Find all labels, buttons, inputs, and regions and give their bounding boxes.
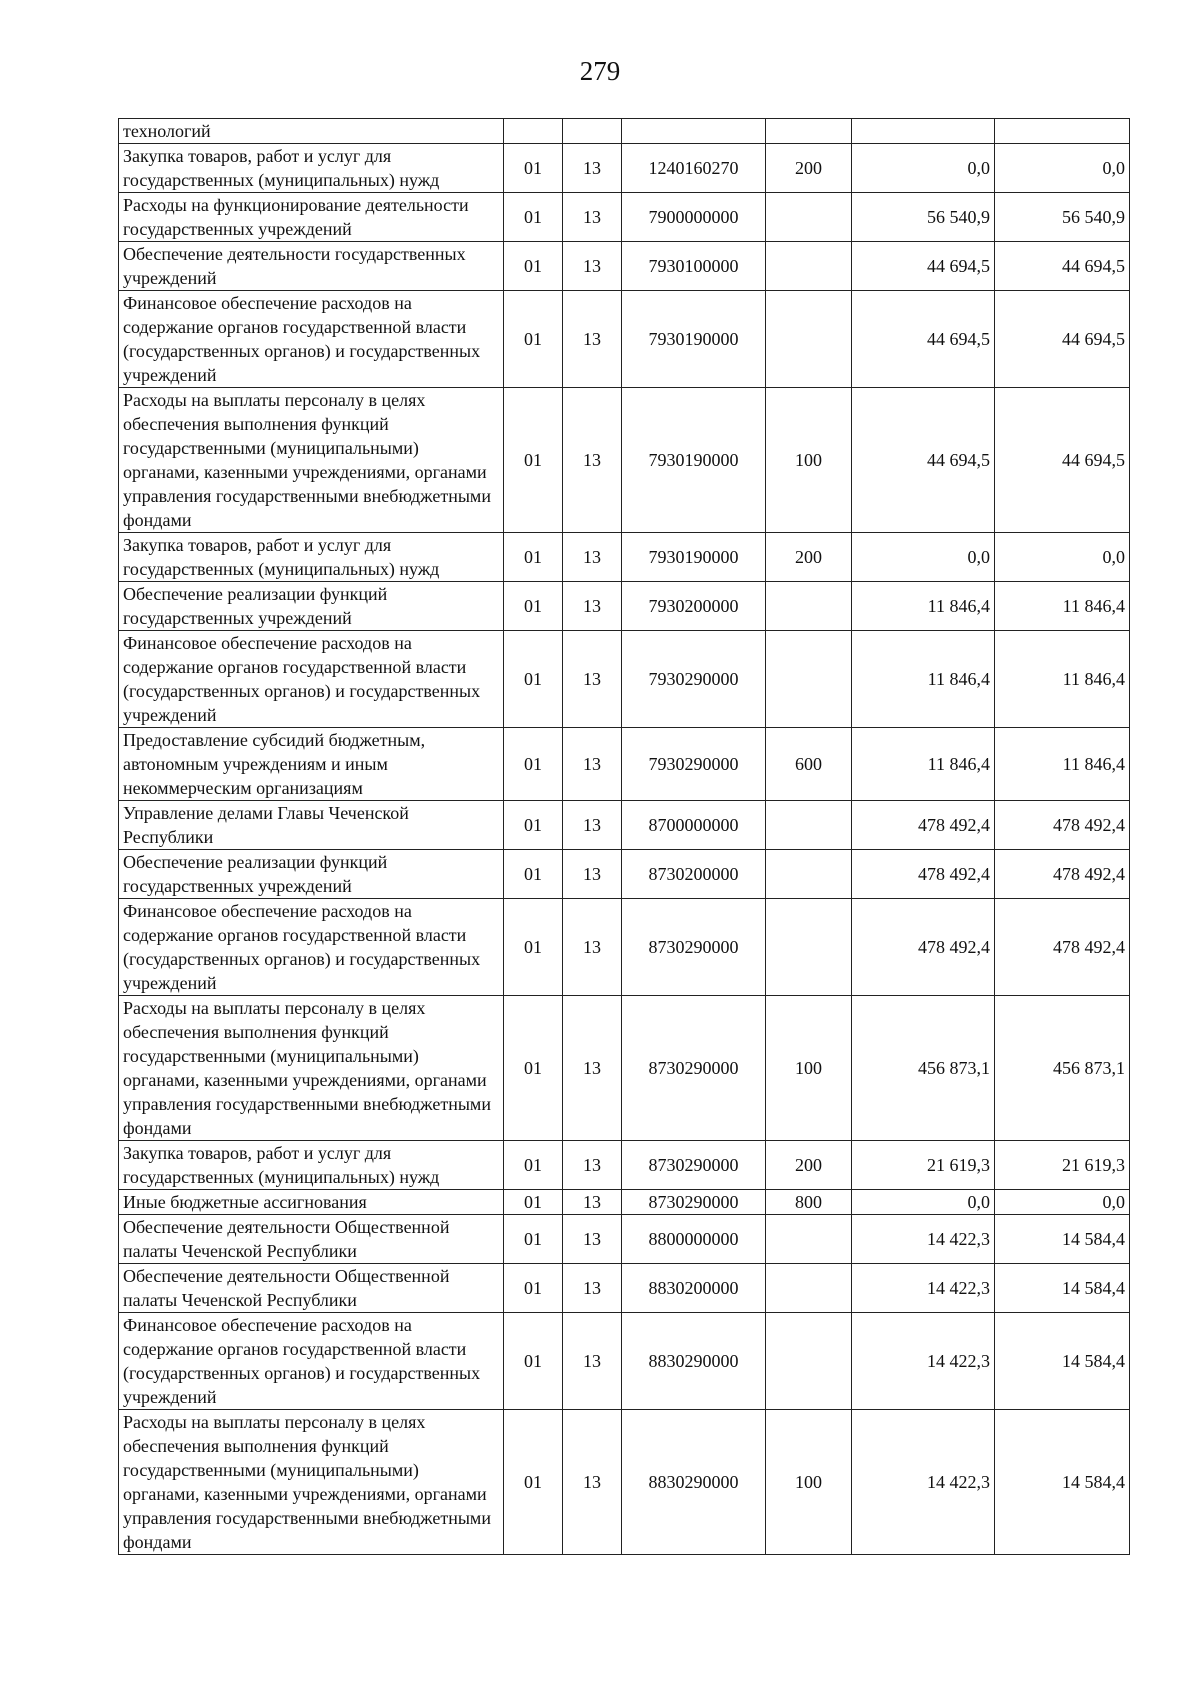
row-amount-year-1: 11 846,4	[852, 631, 995, 728]
row-expense-type	[766, 582, 852, 631]
row-amount-year-2: 478 492,4	[995, 899, 1130, 996]
row-section-code: 01	[504, 193, 563, 242]
row-subsection-code: 13	[563, 144, 622, 193]
budget-table-body	[119, 119, 1130, 1555]
row-amount-year-2: 11 846,4	[995, 582, 1130, 631]
table-row	[119, 119, 1130, 144]
row-subsection-code: 13	[563, 388, 622, 533]
row-subsection-code: 13	[563, 1141, 622, 1190]
row-name: Обеспечение деятельности Общественной палаты Чеченской Республики	[119, 1215, 504, 1264]
row-amount-year-1: 0,0	[852, 1190, 995, 1215]
row-subsection-code	[563, 119, 622, 144]
row-amount-year-2: 44 694,5	[995, 291, 1130, 388]
row-amount-year-2	[995, 119, 1130, 144]
row-section-code: 01	[504, 899, 563, 996]
row-amount-year-2: 0,0	[995, 144, 1130, 193]
row-expense-type	[766, 1264, 852, 1313]
row-amount-year-2: 14 584,4	[995, 1264, 1130, 1313]
table-row	[119, 533, 1130, 582]
row-subsection-code: 13	[563, 1410, 622, 1555]
row-amount-year-1: 14 422,3	[852, 1215, 995, 1264]
row-expense-type: 200	[766, 533, 852, 582]
row-name: Предоставление субсидий бюджетным, автономным учреждениям и иным некоммерческим организациям	[119, 728, 504, 801]
table-row	[119, 291, 1130, 388]
row-name: Закупка товаров, работ и услуг для государственных (муниципальных) нужд	[119, 1141, 504, 1190]
row-name: технологий	[119, 119, 504, 144]
page-number: 279	[579, 56, 621, 86]
row-subsection-code: 13	[563, 1215, 622, 1264]
row-section-code: 01	[504, 728, 563, 801]
table-row	[119, 1410, 1130, 1555]
table-row	[119, 1190, 1130, 1215]
row-section-code: 01	[504, 242, 563, 291]
row-amount-year-2: 14 584,4	[995, 1215, 1130, 1264]
row-section-code: 01	[504, 631, 563, 728]
row-amount-year-1: 478 492,4	[852, 899, 995, 996]
row-section-code: 01	[504, 1313, 563, 1410]
row-section-code: 01	[504, 996, 563, 1141]
row-section-code: 01	[504, 533, 563, 582]
row-amount-year-1: 56 540,9	[852, 193, 995, 242]
row-expense-type: 100	[766, 996, 852, 1141]
row-subsection-code: 13	[563, 1190, 622, 1215]
table-row	[119, 801, 1130, 850]
row-section-code: 01	[504, 1410, 563, 1555]
row-amount-year-2: 21 619,3	[995, 1141, 1130, 1190]
row-subsection-code: 13	[563, 631, 622, 728]
row-target-code: 8730290000	[622, 1141, 766, 1190]
row-amount-year-2: 44 694,5	[995, 242, 1130, 291]
row-name: Закупка товаров, работ и услуг для государственных (муниципальных) нужд	[119, 144, 504, 193]
row-target-code: 7930200000	[622, 582, 766, 631]
row-subsection-code: 13	[563, 533, 622, 582]
table-row	[119, 144, 1130, 193]
row-expense-type: 200	[766, 144, 852, 193]
row-name: Обеспечение деятельности государственных учреждений	[119, 242, 504, 291]
row-target-code: 7930290000	[622, 631, 766, 728]
table-row	[119, 899, 1130, 996]
row-subsection-code: 13	[563, 850, 622, 899]
table-row	[119, 1215, 1130, 1264]
row-target-code: 8730200000	[622, 850, 766, 899]
row-name: Обеспечение реализации функций государственных учреждений	[119, 582, 504, 631]
row-amount-year-1: 14 422,3	[852, 1410, 995, 1555]
row-section-code: 01	[504, 388, 563, 533]
row-expense-type	[766, 850, 852, 899]
row-amount-year-1: 456 873,1	[852, 996, 995, 1141]
row-amount-year-1: 14 422,3	[852, 1264, 995, 1313]
row-amount-year-1: 11 846,4	[852, 728, 995, 801]
row-expense-type	[766, 193, 852, 242]
row-amount-year-1: 14 422,3	[852, 1313, 995, 1410]
row-subsection-code: 13	[563, 242, 622, 291]
row-expense-type: 600	[766, 728, 852, 801]
row-expense-type	[766, 801, 852, 850]
row-section-code: 01	[504, 850, 563, 899]
row-section-code: 01	[504, 1215, 563, 1264]
row-target-code: 7930190000	[622, 388, 766, 533]
row-name: Иные бюджетные ассигнования	[119, 1190, 504, 1215]
row-subsection-code: 13	[563, 193, 622, 242]
row-name: Расходы на выплаты персоналу в целях обеспечения выполнения функций государственными (муниципальными) органами, казенными учреждениями, органами управления государственными внебюджетными фондами	[119, 996, 504, 1141]
row-amount-year-2: 478 492,4	[995, 850, 1130, 899]
row-subsection-code: 13	[563, 1264, 622, 1313]
row-amount-year-1: 44 694,5	[852, 242, 995, 291]
row-section-code: 01	[504, 582, 563, 631]
row-name: Финансовое обеспечение расходов на содержание органов государственной власти (государственных органов) и государственных учреждений	[119, 291, 504, 388]
row-amount-year-2: 456 873,1	[995, 996, 1130, 1141]
row-subsection-code: 13	[563, 582, 622, 631]
row-subsection-code: 13	[563, 1313, 622, 1410]
row-target-code: 7900000000	[622, 193, 766, 242]
row-target-code: 7930100000	[622, 242, 766, 291]
row-target-code: 8830200000	[622, 1264, 766, 1313]
row-amount-year-2: 44 694,5	[995, 388, 1130, 533]
table-row	[119, 996, 1130, 1141]
row-amount-year-1: 11 846,4	[852, 582, 995, 631]
row-expense-type: 200	[766, 1141, 852, 1190]
row-amount-year-2: 56 540,9	[995, 193, 1130, 242]
row-section-code: 01	[504, 144, 563, 193]
table-row	[119, 582, 1130, 631]
row-amount-year-2: 0,0	[995, 533, 1130, 582]
table-row	[119, 631, 1130, 728]
row-name: Расходы на выплаты персоналу в целях обеспечения выполнения функций государственными (муниципальными) органами, казенными учреждениями, органами управления государственными внебюджетными фондами	[119, 388, 504, 533]
row-subsection-code: 13	[563, 899, 622, 996]
row-amount-year-1: 21 619,3	[852, 1141, 995, 1190]
row-subsection-code: 13	[563, 801, 622, 850]
row-expense-type: 100	[766, 1410, 852, 1555]
row-section-code: 01	[504, 1190, 563, 1215]
row-target-code: 7930190000	[622, 291, 766, 388]
row-target-code: 1240160270	[622, 144, 766, 193]
row-subsection-code: 13	[563, 996, 622, 1141]
table-row	[119, 1141, 1130, 1190]
row-name: Финансовое обеспечение расходов на содержание органов государственной власти (государственных органов) и государственных учреждений	[119, 899, 504, 996]
row-amount-year-1	[852, 119, 995, 144]
row-expense-type	[766, 119, 852, 144]
row-expense-type: 100	[766, 388, 852, 533]
row-name: Закупка товаров, работ и услуг для государственных (муниципальных) нужд	[119, 533, 504, 582]
row-expense-type	[766, 291, 852, 388]
row-target-code: 7930290000	[622, 728, 766, 801]
row-amount-year-1: 0,0	[852, 533, 995, 582]
row-amount-year-1: 44 694,5	[852, 291, 995, 388]
row-expense-type: 800	[766, 1190, 852, 1215]
row-target-code: 8830290000	[622, 1410, 766, 1555]
table-row	[119, 242, 1130, 291]
row-amount-year-2: 478 492,4	[995, 801, 1130, 850]
row-name: Расходы на функционирование деятельности государственных учреждений	[119, 193, 504, 242]
row-expense-type	[766, 242, 852, 291]
row-target-code: 8830290000	[622, 1313, 766, 1410]
table-row	[119, 1264, 1130, 1313]
budget-table	[118, 118, 1130, 1555]
row-expense-type	[766, 631, 852, 728]
row-amount-year-1: 478 492,4	[852, 801, 995, 850]
row-amount-year-2: 11 846,4	[995, 631, 1130, 728]
row-amount-year-2: 11 846,4	[995, 728, 1130, 801]
table-row	[119, 850, 1130, 899]
row-name: Обеспечение реализации функций государственных учреждений	[119, 850, 504, 899]
row-section-code: 01	[504, 801, 563, 850]
row-amount-year-2: 14 584,4	[995, 1410, 1130, 1555]
row-target-code: 8730290000	[622, 996, 766, 1141]
row-expense-type	[766, 1215, 852, 1264]
row-amount-year-2: 14 584,4	[995, 1313, 1130, 1410]
row-section-code: 01	[504, 1141, 563, 1190]
row-target-code: 7930190000	[622, 533, 766, 582]
table-row	[119, 1313, 1130, 1410]
row-subsection-code: 13	[563, 291, 622, 388]
row-target-code: 8700000000	[622, 801, 766, 850]
row-name: Финансовое обеспечение расходов на содержание органов государственной власти (государственных органов) и государственных учреждений	[119, 1313, 504, 1410]
row-amount-year-1: 44 694,5	[852, 388, 995, 533]
row-name: Обеспечение деятельности Общественной палаты Чеченской Республики	[119, 1264, 504, 1313]
row-amount-year-1: 0,0	[852, 144, 995, 193]
row-expense-type	[766, 1313, 852, 1410]
row-section-code: 01	[504, 1264, 563, 1313]
row-target-code: 8800000000	[622, 1215, 766, 1264]
row-target-code: 8730290000	[622, 899, 766, 996]
row-target-code: 8730290000	[622, 1190, 766, 1215]
row-section-code	[504, 119, 563, 144]
row-section-code: 01	[504, 291, 563, 388]
row-name: Управление делами Главы Чеченской Республики	[119, 801, 504, 850]
table-row	[119, 193, 1130, 242]
row-expense-type	[766, 899, 852, 996]
row-name: Расходы на выплаты персоналу в целях обеспечения выполнения функций государственными (муниципальными) органами, казенными учреждениями, органами управления государственными внебюджетными фондами	[119, 1410, 504, 1555]
row-amount-year-2: 0,0	[995, 1190, 1130, 1215]
table-row	[119, 728, 1130, 801]
row-subsection-code: 13	[563, 728, 622, 801]
row-name: Финансовое обеспечение расходов на содержание органов государственной власти (государственных органов) и государственных учреждений	[119, 631, 504, 728]
table-row	[119, 388, 1130, 533]
row-amount-year-1: 478 492,4	[852, 850, 995, 899]
row-target-code	[622, 119, 766, 144]
